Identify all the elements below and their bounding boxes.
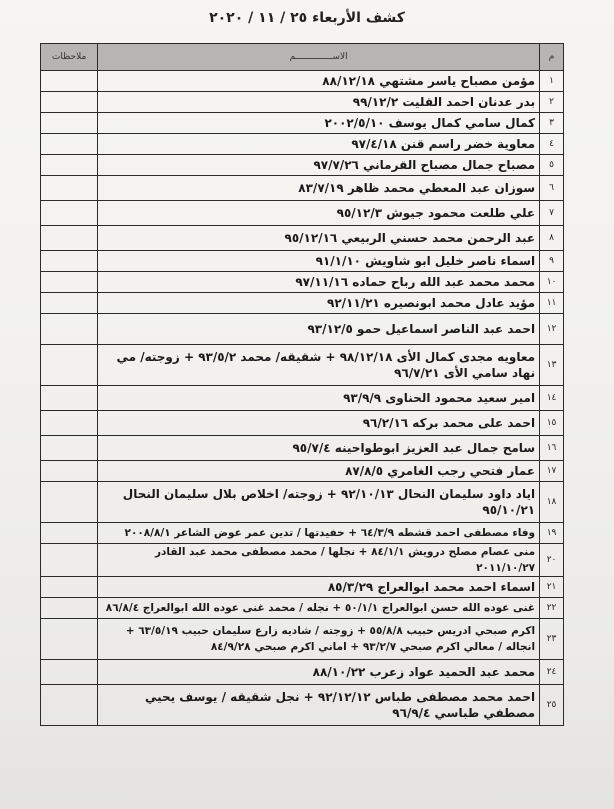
document-title: كشف الأربعاء ٢٥ / ١١ / ٢٠٢٠ xyxy=(209,10,405,26)
table-row xyxy=(41,155,564,176)
row-number: ١٤ xyxy=(540,386,564,411)
row-number: ١٨ xyxy=(540,482,564,523)
table-row xyxy=(41,345,564,386)
table-row xyxy=(41,598,564,619)
row-notes xyxy=(41,685,98,726)
table-row xyxy=(41,482,564,523)
row-name: اسماء ناصر خليل ابو شاويش ٩١/١/١٠ xyxy=(98,251,540,272)
table-row xyxy=(41,386,564,411)
row-name: اكرم صبحي ادريس حبيب ٥٥/٨/٨ + زوجته / شاديه زارع سليمان حبيب ٦٣/٥/١٩ + انجاله / معالي اكرم صبحي ٩٣/٢/٧ + اماني اكرم صبحي ٨٤/٩/٢٨ xyxy=(98,619,540,660)
row-notes xyxy=(41,71,98,92)
row-number: ٧ xyxy=(540,201,564,226)
row-name: غنى عوده الله حسن ابوالعراج ٥٠/١/١ + نجله / محمد غنى عوده الله ابوالعراج ٨٦/٨/٤ xyxy=(98,598,540,619)
row-number: ١٩ xyxy=(540,523,564,544)
row-number: ٢٤ xyxy=(540,660,564,685)
row-notes xyxy=(41,345,98,386)
row-notes xyxy=(41,482,98,523)
header-notes: ملاحظات xyxy=(41,44,98,71)
row-notes xyxy=(41,544,98,577)
row-number: ١٥ xyxy=(540,411,564,436)
names-table xyxy=(40,43,564,726)
row-number: ١٧ xyxy=(540,461,564,482)
row-number: ٢ xyxy=(540,92,564,113)
row-notes xyxy=(41,598,98,619)
row-notes xyxy=(41,176,98,201)
table-row xyxy=(41,461,564,482)
row-number: ١٦ xyxy=(540,436,564,461)
row-notes xyxy=(41,436,98,461)
row-notes xyxy=(41,134,98,155)
row-notes xyxy=(41,293,98,314)
table-row xyxy=(41,92,564,113)
row-name: احمد عبد الناصر اسماعيل حمو ٩٣/١٢/٥ xyxy=(98,314,540,345)
row-name: احمد محمد مصطفى طباس ٩٢/١٢/١٢ + نجل شقيقه / يوسف يحيي مصطفي طباسي ٩٦/٩/٤ xyxy=(98,685,540,726)
row-name: عمار فتحي رجب الغامري ٨٧/٨/٥ xyxy=(98,461,540,482)
row-name: كمال سامي كمال يوسف ٢٠٠٢/٥/١٠ xyxy=(98,113,540,134)
row-number: ١٢ xyxy=(540,314,564,345)
row-number: ٨ xyxy=(540,226,564,251)
table-row xyxy=(41,71,564,92)
row-notes xyxy=(41,155,98,176)
row-number: ٢٣ xyxy=(540,619,564,660)
row-name: سامح جمال عبد العزيز ابوطواحينه ٩٥/٧/٤ xyxy=(98,436,540,461)
row-name: معاويه مجدى كمال الأى ٩٨/١٢/١٨ + شقيقه/ محمد ٩٣/٥/٢ + زوجته/ مي نهاد سامي الأى ٩٦/٧/٢١ xyxy=(98,345,540,386)
row-name: محمد عبد الحميد عواد زعرب ٨٨/١٠/٢٢ xyxy=(98,660,540,685)
table-row xyxy=(41,176,564,201)
row-number: ٢٢ xyxy=(540,598,564,619)
row-name: محمد محمد عبد الله رباح حماده ٩٧/١١/١٦ xyxy=(98,272,540,293)
row-notes xyxy=(41,201,98,226)
row-name: اياد داود سليمان النحال ٩٢/١٠/١٣ + زوجته/ اخلاص بلال سليمان النحال ٩٥/١٠/٢١ xyxy=(98,482,540,523)
table-row xyxy=(41,134,564,155)
row-number: ٥ xyxy=(540,155,564,176)
header-name: الاســــــــــــــم xyxy=(98,44,540,71)
table-row xyxy=(41,411,564,436)
row-notes xyxy=(41,92,98,113)
table-row xyxy=(41,685,564,726)
row-number: ١٣ xyxy=(540,345,564,386)
row-name: عبد الرحمن محمد حسني الربيعي ٩٥/١٢/١٦ xyxy=(98,226,540,251)
row-name: مصباح جمال مصباح القرماني ٩٧/٧/٢٦ xyxy=(98,155,540,176)
row-name: مؤمن مصباح ياسر مشتهي ٨٨/١٢/١٨ xyxy=(98,71,540,92)
row-number: ٤ xyxy=(540,134,564,155)
row-notes xyxy=(41,660,98,685)
row-number: ٢١ xyxy=(540,577,564,598)
row-number: ١١ xyxy=(540,293,564,314)
row-notes xyxy=(41,272,98,293)
row-name: وفاء مصطفى احمد قشطه ٦٤/٣/٩ + حفيدتها / تدين عمر عوض الشاعر ٢٠٠٨/٨/١ xyxy=(98,523,540,544)
table-row xyxy=(41,113,564,134)
row-notes xyxy=(41,251,98,272)
row-name: منى عصام مصلح درويش ٨٤/١/١ + نجلها / محمد مصطفى محمد عبد القادر ٢٠١١/١٠/٢٧ xyxy=(98,544,540,577)
table-row xyxy=(41,436,564,461)
row-notes xyxy=(41,411,98,436)
row-name: معاوية خضر راسم قنن ٩٧/٤/١٨ xyxy=(98,134,540,155)
table-row xyxy=(41,660,564,685)
row-name: بدر عدنان احمد القليت ٩٩/١٢/٢ xyxy=(98,92,540,113)
row-notes xyxy=(41,461,98,482)
table-row xyxy=(41,251,564,272)
row-number: ٢٠ xyxy=(540,544,564,577)
row-notes xyxy=(41,113,98,134)
row-number: ٣ xyxy=(540,113,564,134)
table-header-row xyxy=(41,44,564,71)
table-row xyxy=(41,272,564,293)
row-number: ٢٥ xyxy=(540,685,564,726)
table-row xyxy=(41,226,564,251)
table-row xyxy=(41,293,564,314)
table-row xyxy=(41,201,564,226)
table-row xyxy=(41,523,564,544)
row-notes xyxy=(41,619,98,660)
table-row xyxy=(41,619,564,660)
row-notes xyxy=(41,386,98,411)
row-notes xyxy=(41,523,98,544)
row-number: ١ xyxy=(540,71,564,92)
row-number: ٩ xyxy=(540,251,564,272)
header-number: م xyxy=(540,44,564,71)
row-notes xyxy=(41,314,98,345)
row-name: احمد على محمد بركه ٩٦/٢/١٦ xyxy=(98,411,540,436)
row-number: ٦ xyxy=(540,176,564,201)
row-name: امير سعيد محمود الحناوى ٩٣/٩/٩ xyxy=(98,386,540,411)
row-name: سوزان عبد المعطي محمد ظاهر ٨٣/٧/١٩ xyxy=(98,176,540,201)
table-row xyxy=(41,314,564,345)
table-row xyxy=(41,544,564,577)
row-name: اسماء احمد محمد ابوالعراج ٨٥/٣/٢٩ xyxy=(98,577,540,598)
row-name: علي طلعت محمود جيوش ٩٥/١٢/٣ xyxy=(98,201,540,226)
row-notes xyxy=(41,226,98,251)
table-row xyxy=(41,577,564,598)
row-number: ١٠ xyxy=(540,272,564,293)
row-notes xyxy=(41,577,98,598)
row-name: مؤيد عادل محمد ابونصيره ٩٢/١١/٢١ xyxy=(98,293,540,314)
